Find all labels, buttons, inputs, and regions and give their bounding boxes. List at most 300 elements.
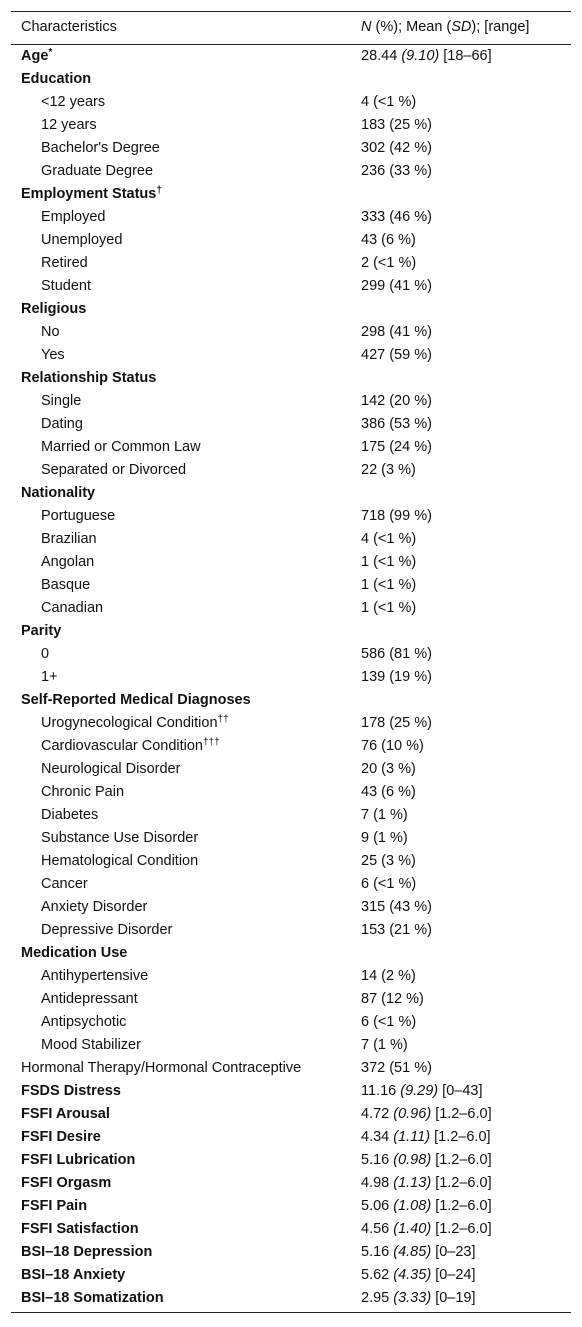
row-value: [361, 850, 571, 873]
row-value: [361, 45, 571, 69]
row-value: [361, 643, 571, 666]
value-text: 178 (25 %): [361, 715, 432, 731]
table-row: [11, 1149, 571, 1172]
row-value: [361, 206, 571, 229]
row-label: [11, 413, 361, 436]
row-label-text: Urogynecological Condition: [41, 715, 218, 731]
row-label-text: Married or Common Law: [41, 439, 201, 455]
table-row: [11, 1126, 571, 1149]
row-label-text: Employed: [41, 209, 106, 225]
value-text: 298 (41 %): [361, 324, 432, 340]
table-row: [11, 206, 571, 229]
row-value: [361, 666, 571, 689]
table-row: [11, 160, 571, 183]
row-label: [11, 1080, 361, 1103]
sd-text: (1.40): [393, 1221, 432, 1237]
row-value: [361, 183, 571, 206]
row-label-text: Yes: [41, 347, 65, 363]
row-value: [361, 827, 571, 850]
table-row: [11, 114, 571, 137]
row-value: [361, 160, 571, 183]
range-text: [0–19]: [435, 1290, 476, 1306]
row-value: [361, 988, 571, 1011]
row-label: [11, 666, 361, 689]
row-value: [361, 574, 571, 597]
characteristics-table-container: [11, 11, 571, 1313]
row-label-text: 12 years: [41, 117, 97, 133]
value-text: 7 (1 %): [361, 807, 408, 823]
row-label: [11, 275, 361, 298]
table-row: [11, 229, 571, 252]
value-text: 333 (46 %): [361, 209, 432, 225]
value-text: 22 (3 %): [361, 462, 416, 478]
row-label-text: Unemployed: [41, 232, 123, 248]
value-text: 4.56: [361, 1221, 390, 1237]
table-row: [11, 1195, 571, 1218]
value-text: 6 (<1 %): [361, 1014, 417, 1030]
row-label: [11, 436, 361, 459]
row-label: [11, 367, 361, 390]
value-text: 386 (53 %): [361, 416, 432, 432]
row-label-text: Cancer: [41, 876, 88, 892]
row-label-text: Dating: [41, 416, 83, 432]
row-label-text: Antihypertensive: [41, 968, 149, 984]
table-row: [11, 965, 571, 988]
row-label: [11, 45, 361, 69]
row-label-text: Religious: [21, 301, 87, 317]
row-label-text: Nationality: [21, 485, 96, 501]
row-label: [11, 229, 361, 252]
row-label: [11, 988, 361, 1011]
row-label: [11, 1287, 361, 1313]
value-text: 7 (1 %): [361, 1037, 408, 1053]
table-row: [11, 367, 571, 390]
footnote-marker: *: [48, 47, 53, 58]
table-row: [11, 390, 571, 413]
row-label-text: Bachelor's Degree: [41, 140, 160, 156]
table-row: [11, 689, 571, 712]
row-label-text: Brazilian: [41, 531, 97, 547]
row-value: [361, 1057, 571, 1080]
range-text: [1.2–6.0]: [435, 1175, 492, 1191]
row-value: [361, 942, 571, 965]
row-value: [361, 1195, 571, 1218]
value-text: 1 (<1 %): [361, 600, 417, 616]
table-row: [11, 804, 571, 827]
value-text: 4.72: [361, 1106, 390, 1122]
table-row: [11, 413, 571, 436]
table-row: [11, 1287, 571, 1313]
row-value: [361, 551, 571, 574]
row-label: [11, 574, 361, 597]
row-label-text: Hormonal Therapy/Hormonal Contraceptive: [21, 1060, 302, 1076]
row-label-text: Portuguese: [41, 508, 116, 524]
row-label-text: FSFI Arousal: [21, 1106, 110, 1122]
row-label-text: Cardiovascular Condition: [41, 738, 203, 754]
value-text: 1 (<1 %): [361, 577, 417, 593]
row-label: [11, 827, 361, 850]
range-text: [1.2–6.0]: [435, 1152, 492, 1168]
row-label-text: Basque: [41, 577, 91, 593]
table-row: [11, 666, 571, 689]
table-row: [11, 45, 571, 69]
value-text: 9 (1 %): [361, 830, 408, 846]
sd-text: (1.08): [393, 1198, 432, 1214]
row-value: [361, 873, 571, 896]
sd-text: (3.33): [393, 1290, 432, 1306]
row-label: [11, 183, 361, 206]
row-value: [361, 298, 571, 321]
row-label-text: Canadian: [41, 600, 104, 616]
range-text: [1.2–6.0]: [435, 1198, 492, 1214]
row-label: [11, 758, 361, 781]
table-row: [11, 91, 571, 114]
row-label: [11, 965, 361, 988]
footnote-marker: †††: [203, 737, 220, 748]
row-label: [11, 781, 361, 804]
row-value: [361, 597, 571, 620]
row-label: [11, 528, 361, 551]
table-row: [11, 735, 571, 758]
row-value: [361, 91, 571, 114]
row-value: [361, 367, 571, 390]
row-label: [11, 1264, 361, 1287]
row-value: [361, 436, 571, 459]
row-label-text: Parity: [21, 623, 62, 639]
row-label-text: FSFI Lubrication: [21, 1152, 136, 1168]
table-row: [11, 827, 571, 850]
header-mid: (%); Mean (: [371, 19, 452, 35]
row-value: [361, 1103, 571, 1126]
row-label: [11, 850, 361, 873]
row-label-text: Employment Status: [21, 186, 157, 202]
row-value: [361, 321, 571, 344]
value-text: 4.34: [361, 1129, 390, 1145]
table-header: [11, 12, 571, 45]
row-label: [11, 137, 361, 160]
value-text: 14 (2 %): [361, 968, 416, 984]
row-value: [361, 344, 571, 367]
sd-text: (4.85): [393, 1244, 432, 1260]
value-text: 2.95: [361, 1290, 390, 1306]
row-label-text: Antipsychotic: [41, 1014, 127, 1030]
table-row: [11, 137, 571, 160]
value-text: 20 (3 %): [361, 761, 416, 777]
table-row: [11, 1103, 571, 1126]
row-value: [361, 275, 571, 298]
row-label-text: Hematological Condition: [41, 853, 199, 869]
table-row: [11, 275, 571, 298]
row-label-text: Diabetes: [41, 807, 99, 823]
table-row: [11, 1218, 571, 1241]
value-text: 5.16: [361, 1244, 390, 1260]
row-value: [361, 1218, 571, 1241]
row-value: [361, 459, 571, 482]
table-row: [11, 321, 571, 344]
range-text: [1.2–6.0]: [434, 1129, 491, 1145]
value-text: 427 (59 %): [361, 347, 432, 363]
table-row: [11, 551, 571, 574]
table-row: [11, 758, 571, 781]
value-text: 299 (41 %): [361, 278, 432, 294]
row-value: [361, 1080, 571, 1103]
table-row: [11, 873, 571, 896]
row-label-text: FSDS Distress: [21, 1083, 121, 1099]
row-label: [11, 114, 361, 137]
row-label: [11, 1034, 361, 1057]
row-label: [11, 160, 361, 183]
row-value: [361, 965, 571, 988]
row-label-text: <12 years: [41, 94, 106, 110]
row-value: [361, 620, 571, 643]
table-row: [11, 896, 571, 919]
row-label-text: BSI–18 Somatization: [21, 1290, 164, 1306]
value-text: 372 (51 %): [361, 1060, 432, 1076]
row-value: [361, 781, 571, 804]
value-text: 87 (12 %): [361, 991, 424, 1007]
row-label: [11, 643, 361, 666]
value-text: 153 (21 %): [361, 922, 432, 938]
range-text: [1.2–6.0]: [435, 1221, 492, 1237]
table-row: [11, 1057, 571, 1080]
row-value: [361, 758, 571, 781]
row-value: [361, 804, 571, 827]
row-label: [11, 620, 361, 643]
table-row: [11, 1172, 571, 1195]
row-label: [11, 206, 361, 229]
value-text: 11.16: [361, 1083, 397, 1099]
row-label-text: Chronic Pain: [41, 784, 125, 800]
value-text: 2 (<1 %): [361, 255, 417, 271]
row-label: [11, 597, 361, 620]
row-label: [11, 712, 361, 735]
row-label-text: FSFI Pain: [21, 1198, 88, 1214]
header-row: [11, 12, 571, 45]
value-text: 183 (25 %): [361, 117, 432, 133]
row-label-text: Relationship Status: [21, 370, 157, 386]
row-label: [11, 551, 361, 574]
row-label-text: 1+: [41, 669, 58, 685]
sd-text: (1.13): [393, 1175, 432, 1191]
row-value: [361, 505, 571, 528]
row-label: [11, 942, 361, 965]
row-value: [361, 712, 571, 735]
table-row: [11, 505, 571, 528]
table-row: [11, 1241, 571, 1264]
row-label-text: Student: [41, 278, 91, 294]
row-label: [11, 91, 361, 114]
value-text: 4 (<1 %): [361, 94, 417, 110]
value-text: 1 (<1 %): [361, 554, 417, 570]
row-label: [11, 1011, 361, 1034]
value-text: 315 (43 %): [361, 899, 432, 915]
table-row: [11, 1264, 571, 1287]
row-value: [361, 1126, 571, 1149]
table-row: [11, 252, 571, 275]
row-label-text: No: [41, 324, 60, 340]
row-label: [11, 919, 361, 942]
row-label-text: FSFI Orgasm: [21, 1175, 112, 1191]
row-label: [11, 482, 361, 505]
row-label: [11, 1195, 361, 1218]
value-text: 302 (42 %): [361, 140, 432, 156]
row-label: [11, 321, 361, 344]
row-value: [361, 1034, 571, 1057]
row-value: [361, 735, 571, 758]
row-label: [11, 804, 361, 827]
footnote-marker: †: [156, 185, 162, 196]
sd-text: (1.11): [393, 1129, 431, 1145]
row-value: [361, 1011, 571, 1034]
row-label-text: Self-Reported Medical Diagnoses: [21, 692, 251, 708]
range-text: [0–24]: [435, 1267, 476, 1283]
range-text: [0–43]: [442, 1083, 483, 1099]
header-sd: SD: [451, 19, 472, 35]
row-label: [11, 1126, 361, 1149]
characteristics-table: [11, 11, 571, 1313]
sd-text: (0.96): [393, 1106, 432, 1122]
value-text: 43 (6 %): [361, 784, 416, 800]
row-label-text: Mood Stabilizer: [41, 1037, 141, 1053]
table-row: [11, 1011, 571, 1034]
row-label-text: Angolan: [41, 554, 95, 570]
table-row: [11, 68, 571, 91]
row-value: [361, 1287, 571, 1313]
header-statistics: [361, 12, 571, 45]
value-text: 4.98: [361, 1175, 390, 1191]
row-label: [11, 1103, 361, 1126]
value-text: 718 (99 %): [361, 508, 432, 524]
value-text: 236 (33 %): [361, 163, 432, 179]
row-label-text: Medication Use: [21, 945, 128, 961]
row-value: [361, 137, 571, 160]
row-label: [11, 896, 361, 919]
row-label: [11, 344, 361, 367]
row-label-text: Graduate Degree: [41, 163, 154, 179]
value-text: 175 (24 %): [361, 439, 432, 455]
row-label-text: Anxiety Disorder: [41, 899, 148, 915]
value-text: 5.16: [361, 1152, 390, 1168]
table-body: [11, 45, 571, 1313]
row-value: [361, 1149, 571, 1172]
value-text: 139 (19 %): [361, 669, 432, 685]
table-row: [11, 1080, 571, 1103]
value-text: 6 (<1 %): [361, 876, 417, 892]
row-value: [361, 252, 571, 275]
value-text: 28.44: [361, 48, 398, 64]
range-text: [0–23]: [435, 1244, 476, 1260]
row-value: [361, 1264, 571, 1287]
row-label-text: Substance Use Disorder: [41, 830, 199, 846]
value-text: 25 (3 %): [361, 853, 416, 869]
table-row: [11, 482, 571, 505]
table-row: [11, 620, 571, 643]
row-label: [11, 1218, 361, 1241]
value-text: 76 (10 %): [361, 738, 424, 754]
table-row: [11, 528, 571, 551]
row-label: [11, 459, 361, 482]
sd-text: (0.98): [393, 1152, 432, 1168]
row-label-text: Separated or Divorced: [41, 462, 187, 478]
row-value: [361, 1241, 571, 1264]
row-label-text: Age: [21, 48, 49, 64]
row-label: [11, 1172, 361, 1195]
row-label-text: Single: [41, 393, 82, 409]
row-value: [361, 528, 571, 551]
header-end: ); [range]: [471, 19, 530, 35]
row-value: [361, 114, 571, 137]
header-characteristics: Characteristics: [11, 12, 361, 45]
row-value: [361, 919, 571, 942]
value-text: 5.62: [361, 1267, 390, 1283]
row-label: [11, 1057, 361, 1080]
table-row: [11, 988, 571, 1011]
row-label-text: Retired: [41, 255, 88, 271]
table-row: [11, 597, 571, 620]
row-value: [361, 390, 571, 413]
table-row: [11, 712, 571, 735]
row-value: [361, 1172, 571, 1195]
sd-text: (4.35): [393, 1267, 432, 1283]
row-label: [11, 873, 361, 896]
value-text: 586 (81 %): [361, 646, 432, 662]
table-row: [11, 298, 571, 321]
row-label: [11, 505, 361, 528]
table-row: [11, 942, 571, 965]
row-label-text: 0: [41, 646, 50, 662]
header-n: N: [361, 19, 372, 35]
sd-text: (9.29): [400, 1083, 439, 1099]
row-label-text: Depressive Disorder: [41, 922, 173, 938]
row-label: [11, 390, 361, 413]
row-label: [11, 298, 361, 321]
row-label: [11, 252, 361, 275]
row-label: [11, 68, 361, 91]
row-value: [361, 689, 571, 712]
value-text: 142 (20 %): [361, 393, 432, 409]
table-row: [11, 781, 571, 804]
table-row: [11, 459, 571, 482]
row-label-text: FSFI Satisfaction: [21, 1221, 139, 1237]
table-row: [11, 183, 571, 206]
value-text: 5.06: [361, 1198, 390, 1214]
row-label: [11, 1149, 361, 1172]
value-text: 43 (6 %): [361, 232, 416, 248]
row-label-text: Education: [21, 71, 92, 87]
row-value: [361, 229, 571, 252]
row-label-text: BSI–18 Depression: [21, 1244, 153, 1260]
row-label-text: Neurological Disorder: [41, 761, 181, 777]
range-text: [1.2–6.0]: [435, 1106, 492, 1122]
row-label: [11, 735, 361, 758]
row-value: [361, 482, 571, 505]
value-text: 4 (<1 %): [361, 531, 417, 547]
row-label-text: FSFI Desire: [21, 1129, 101, 1145]
row-value: [361, 68, 571, 91]
table-row: [11, 850, 571, 873]
table-row: [11, 919, 571, 942]
range-text: [18–66]: [443, 48, 492, 64]
table-row: [11, 436, 571, 459]
row-value: [361, 413, 571, 436]
row-label: [11, 1241, 361, 1264]
table-row: [11, 1034, 571, 1057]
table-row: [11, 574, 571, 597]
row-label-text: BSI–18 Anxiety: [21, 1267, 126, 1283]
sd-text: (9.10): [401, 48, 440, 64]
footnote-marker: ††: [217, 714, 229, 725]
row-value: [361, 896, 571, 919]
